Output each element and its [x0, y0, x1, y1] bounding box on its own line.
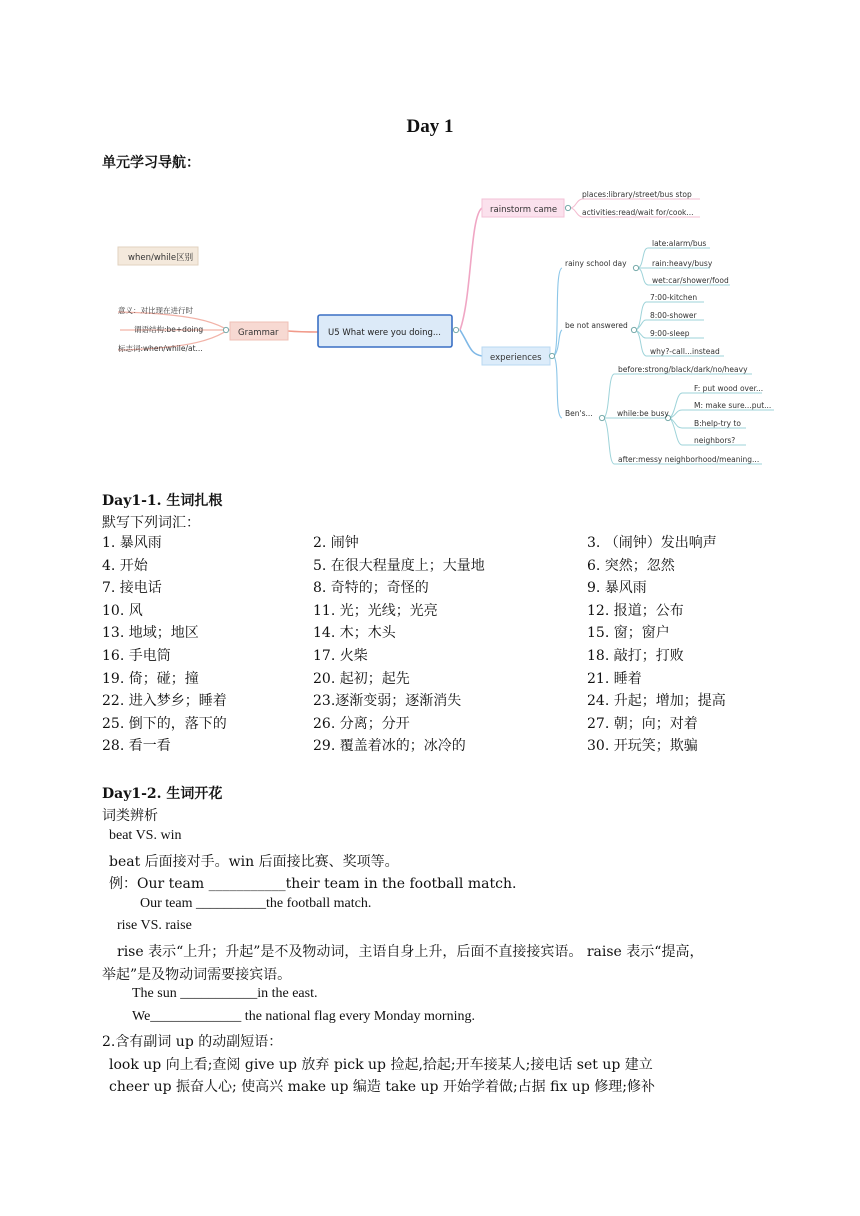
bens-after-leaf: after:messy neighborhood/meaning... — [618, 455, 760, 464]
vocab-row — [102, 577, 802, 600]
rise-raise-description: rise 表示“上升；升起”是不及物动词，主语自身上升，后面不直接接宾语。 raise 表示“提高， — [117, 944, 704, 960]
vocab-item: 12. 报道；公布 — [587, 602, 684, 619]
bens-node: Ben's... — [565, 409, 593, 418]
vocab-row — [102, 668, 802, 691]
vocab-row — [102, 735, 802, 758]
unit-navigation-heading: 单元学习导航： — [102, 155, 200, 171]
not-answered-leaf: 8:00-shower — [650, 311, 697, 320]
vocab-item: 23.逐渐变弱；逐渐消失 — [313, 693, 462, 710]
bens-while-node: while:be busy — [617, 409, 669, 418]
rise-raise-description: 举起”是及物动词需要接宾语。 — [102, 967, 292, 983]
vocab-item: 15. 窗；窗户 — [587, 625, 670, 642]
grammar-leaf: 谓语结构:be+doing — [134, 325, 204, 334]
vocab-item: 16. 手电筒 — [102, 647, 171, 664]
vocab-item: 1. 暴风雨 — [102, 535, 162, 551]
section1-heading: Day1-1. 生词扎根 — [102, 493, 223, 509]
grammar-leaf: 意义：对比现在进行时 — [118, 306, 193, 315]
vocab-item: 8. 奇特的；奇怪的 — [313, 580, 429, 597]
vocab-row — [102, 600, 802, 623]
bens-while-leaf: neighbors? — [694, 436, 736, 445]
vocab-row — [102, 622, 802, 645]
not-answered-leaf: 9:00-sleep — [650, 329, 690, 338]
vocab-item: 7. 接电话 — [102, 580, 162, 597]
vocab-item: 5. 在很大程量度上；大量地 — [313, 557, 485, 574]
rainy-day-leaf: rain:heavy/busy — [652, 259, 713, 268]
vocab-item: 24. 升起；增加；提高 — [587, 693, 726, 710]
not-answered-node: be not answered — [565, 321, 628, 330]
vocab-item: 20. 起初；起先 — [313, 670, 410, 687]
vocab-row — [102, 713, 802, 736]
vocab-item: 30. 开玩笑；欺骗 — [587, 738, 698, 755]
example-sentence: 例：Our team ___________their team in the football match. — [109, 876, 517, 892]
not-answered-leaf: why?-call...instead — [650, 347, 720, 356]
vocab-item: 4. 开始 — [102, 557, 148, 574]
vocab-item: 25. 倒下的，落下的 — [102, 715, 227, 732]
vocab-item: 14. 木；木头 — [313, 625, 396, 642]
section1-instruction: 默写下列词汇： — [102, 515, 200, 531]
vocab-row — [102, 555, 802, 578]
vocab-list — [102, 532, 802, 758]
bens-while-leaf: B:help-try to — [694, 419, 741, 428]
rainstorm-leaf: activities:read/wait for/cook... — [582, 208, 694, 217]
grammar-leaf: 标志词:when/while/at... — [118, 344, 203, 353]
vocab-item: 21. 睡着 — [587, 670, 642, 687]
experiences-label: experiences — [490, 353, 542, 363]
beat-win-title: beat VS. win — [109, 828, 182, 843]
vocab-row — [102, 645, 802, 668]
section2-subheading: 词类辨析 — [102, 808, 158, 824]
not-answered-leaf: 7:00-kitchen — [650, 293, 698, 302]
vocab-item: 2. 闹钟 — [313, 535, 359, 551]
rise-raise-title: rise VS. raise — [117, 918, 192, 933]
vocab-row — [102, 532, 802, 555]
vocab-item: 27. 朝；向；对着 — [587, 715, 698, 732]
center-label: U5 What were you doing... — [328, 328, 441, 338]
unit-mind-map — [110, 186, 790, 476]
example-sentence: Our team __________the football match. — [140, 896, 372, 911]
rainy-day-leaf: wet:car/shower/food — [652, 276, 729, 285]
exercise-sentence: The sun ___________in the east. — [132, 986, 318, 1001]
vocab-item: 17. 火柴 — [313, 647, 368, 664]
vocab-item: 3. （闹钟）发出响声 — [587, 535, 717, 551]
grammar-label: Grammar — [238, 328, 279, 338]
vocab-item: 22. 进入梦乡；睡着 — [102, 693, 227, 710]
rainstorm-leaf: places:library/street/bus stop — [582, 190, 692, 199]
phrase-list: look up 向上看;查阅 give up 放弃 pick up 捡起,拾起;开车接某人;接电话 set up 建立 — [109, 1057, 653, 1073]
page-title: Day 1 — [406, 116, 454, 137]
exercise-sentence: We_____________ the national flag every Monday morning. — [132, 1009, 475, 1024]
vocab-item: 11. 光；光线；光亮 — [313, 602, 438, 619]
vocab-item: 28. 看一看 — [102, 738, 171, 755]
vocab-item: 9. 暴风雨 — [587, 580, 647, 597]
bens-while-leaf: M: make sure...put... — [694, 401, 772, 410]
vocab-item: 19. 倚；碰；撞 — [102, 670, 199, 687]
section2-heading: Day1-2. 生词开花 — [102, 786, 223, 802]
rainy-day-leaf: late:alarm/bus — [652, 239, 707, 248]
rainy-day-node: rainy school day — [565, 259, 627, 268]
vocab-row — [102, 690, 802, 713]
vocab-item: 26. 分离；分开 — [313, 715, 410, 732]
vocab-item: 6. 突然；忽然 — [587, 557, 675, 574]
bens-before-leaf: before:strong/black/dark/no/heavy — [618, 365, 748, 374]
phrase-list: cheer up 振奋人心; 使高兴 make up 编造 take up 开始学着做;占据 fix up 修理;修补 — [109, 1079, 655, 1095]
beat-win-description: beat 后面接对手。win 后面接比赛、奖项等。 — [109, 854, 399, 870]
note-text: when/while区别 — [128, 253, 194, 263]
phrase-title: 2.含有副词 up 的动副短语： — [102, 1034, 283, 1050]
rainstorm-label: rainstorm came — [490, 205, 558, 215]
vocab-item: 13. 地域；地区 — [102, 625, 199, 642]
vocab-item: 29. 覆盖着冰的；冰冷的 — [313, 738, 466, 755]
vocab-item: 10. 风 — [102, 602, 143, 619]
bens-while-leaf: F: put wood over... — [694, 384, 764, 393]
vocab-item: 18. 敲打；打败 — [587, 647, 684, 664]
